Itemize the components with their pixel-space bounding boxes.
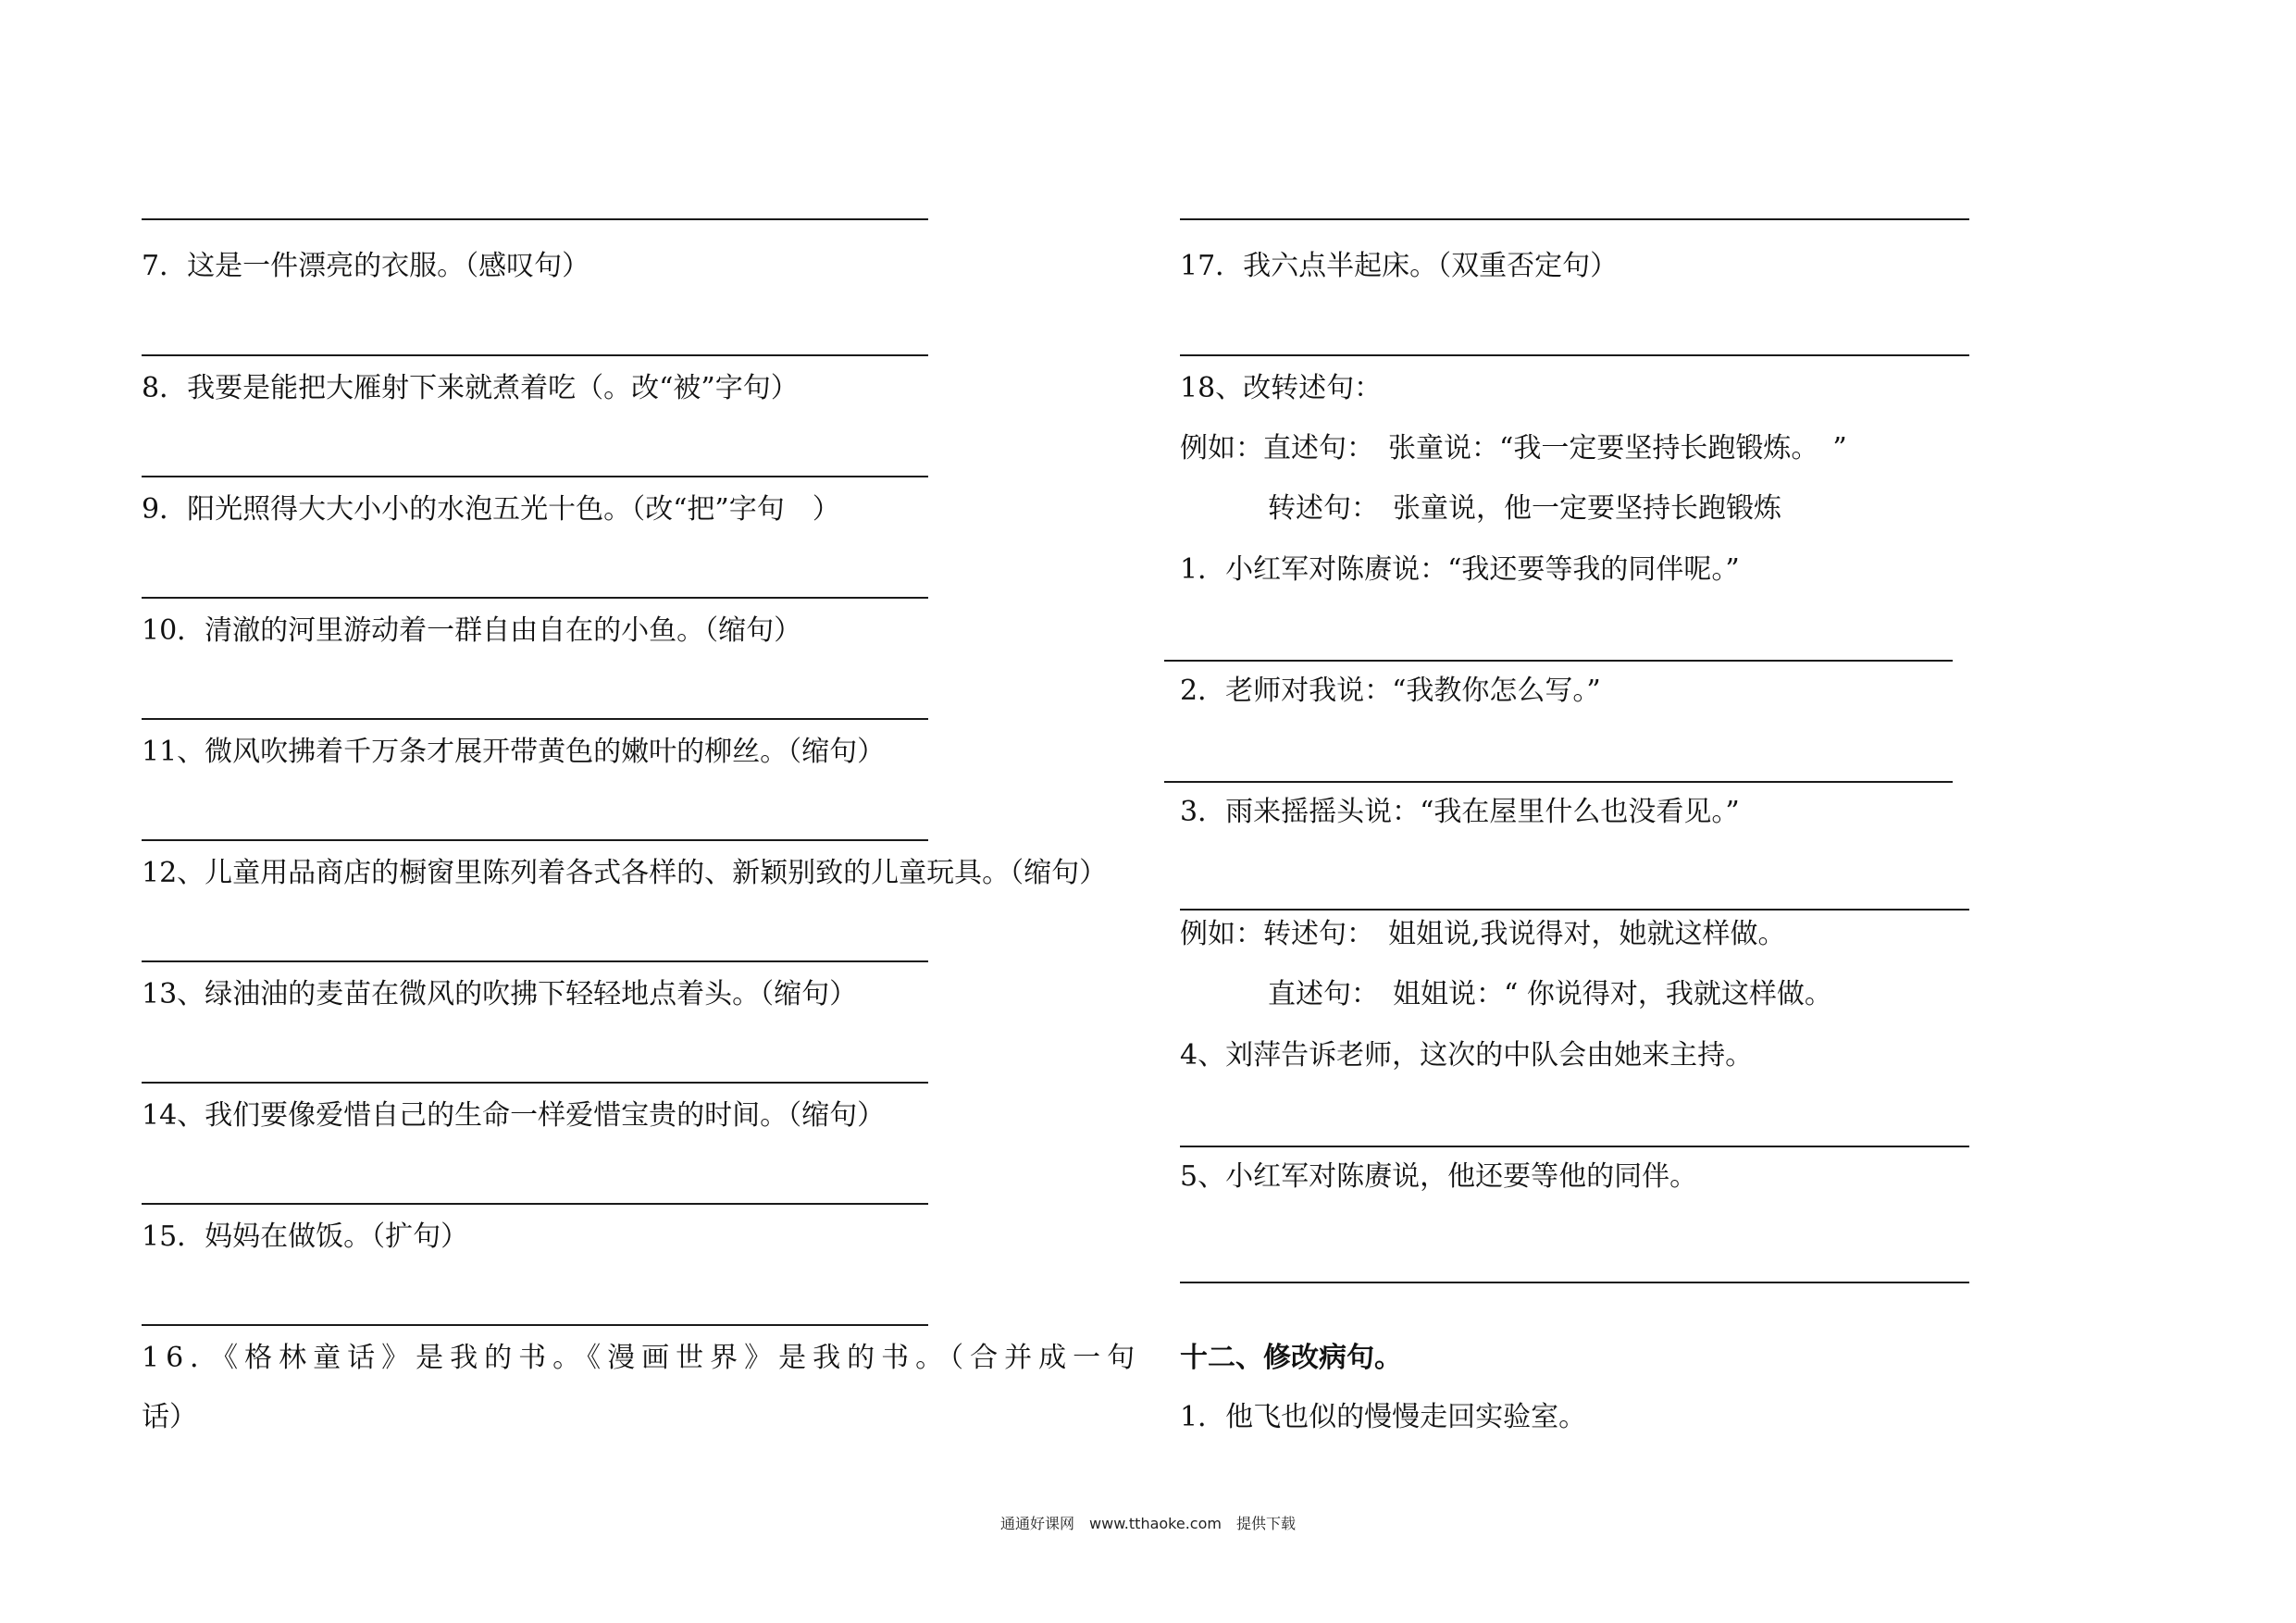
- answer-line: [1164, 781, 1953, 783]
- answer-line: [142, 597, 928, 599]
- question-13: 13、绿油油的麦苗在微风的吹拂下轻轻地点着头。（缩句）: [142, 978, 858, 1010]
- example-1-indirect: 转述句： 张童说，他一定要坚持长跑锻炼: [1268, 492, 1781, 525]
- example-2-indirect: 例如：转述句： 姐姐说,我说得对，她就这样做。: [1180, 918, 1786, 950]
- answer-line: [142, 839, 928, 841]
- answer-line: [1164, 660, 1953, 662]
- item-2: 2．老师对我说：“我教你怎么写。”: [1180, 675, 1601, 707]
- answer-line: [1180, 909, 1969, 911]
- question-9: 9．阳光照得大大小小的水泡五光十色。（改“把”字句 ）: [142, 493, 840, 526]
- item-4: 4、刘萍告诉老师，这次的中队会由她来主持。: [1180, 1039, 1754, 1072]
- answer-line: [142, 218, 928, 220]
- footer-credit: 通通好课网 www.tthaoke.com 提供下载: [1000, 1515, 1296, 1532]
- answer-line: [1180, 1282, 1969, 1283]
- question-18-title: 18、改转述句：: [1180, 372, 1383, 404]
- question-17: 17．我六点半起床。（双重否定句）: [1180, 250, 1619, 282]
- answer-line: [142, 354, 928, 356]
- section-12-item-1: 1．他飞也似的慢慢走回实验室。: [1180, 1401, 1587, 1433]
- example-2-direct: 直述句： 姐姐说：“ 你说得对，我就这样做。: [1268, 978, 1832, 1010]
- question-8: 8．我要是能把大雁射下来就煮着吃（。改“被”字句）: [142, 372, 799, 404]
- question-16-continued: 话）: [142, 1401, 197, 1433]
- example-1-direct: 例如：直述句： 张童说：“我一定要坚持长跑锻炼。 ”: [1180, 432, 1847, 465]
- answer-line: [142, 960, 928, 962]
- answer-line: [142, 1082, 928, 1084]
- section-12-title: 十二、修改病句。: [1180, 1342, 1402, 1374]
- item-1: 1．小红军对陈赓说：“我还要等我的同伴呢。”: [1180, 553, 1740, 586]
- answer-line: [142, 1203, 928, 1205]
- answer-line: [142, 476, 928, 477]
- question-10: 10．清澈的河里游动着一群自由自在的小鱼。（缩句）: [142, 614, 802, 647]
- question-12: 12、儿童用品商店的橱窗里陈列着各式各样的、新颖别致的儿童玩具。（缩句）: [142, 857, 1108, 889]
- answer-line: [142, 718, 928, 720]
- question-16: 16．《格林童话》是我的书。《漫画世界》是我的书。（合并成一句: [142, 1342, 1142, 1374]
- answer-line: [1180, 1146, 1969, 1147]
- item-5: 5、小红军对陈赓说，他还要等他的同伴。: [1180, 1160, 1698, 1193]
- answer-line: [142, 1324, 928, 1326]
- answer-line: [1180, 218, 1969, 220]
- question-15: 15．妈妈在做饭。（扩句）: [142, 1220, 469, 1253]
- question-7: 7．这是一件漂亮的衣服。（感叹句）: [142, 250, 590, 282]
- question-11: 11、微风吹拂着千万条才展开带黄色的嫩叶的柳丝。（缩句）: [142, 736, 886, 768]
- question-14: 14、我们要像爱惜自己的生命一样爱惜宝贵的时间。（缩句）: [142, 1099, 886, 1132]
- answer-line: [1180, 354, 1969, 356]
- item-3: 3．雨来摇摇头说：“我在屋里什么也没看见。”: [1180, 796, 1740, 828]
